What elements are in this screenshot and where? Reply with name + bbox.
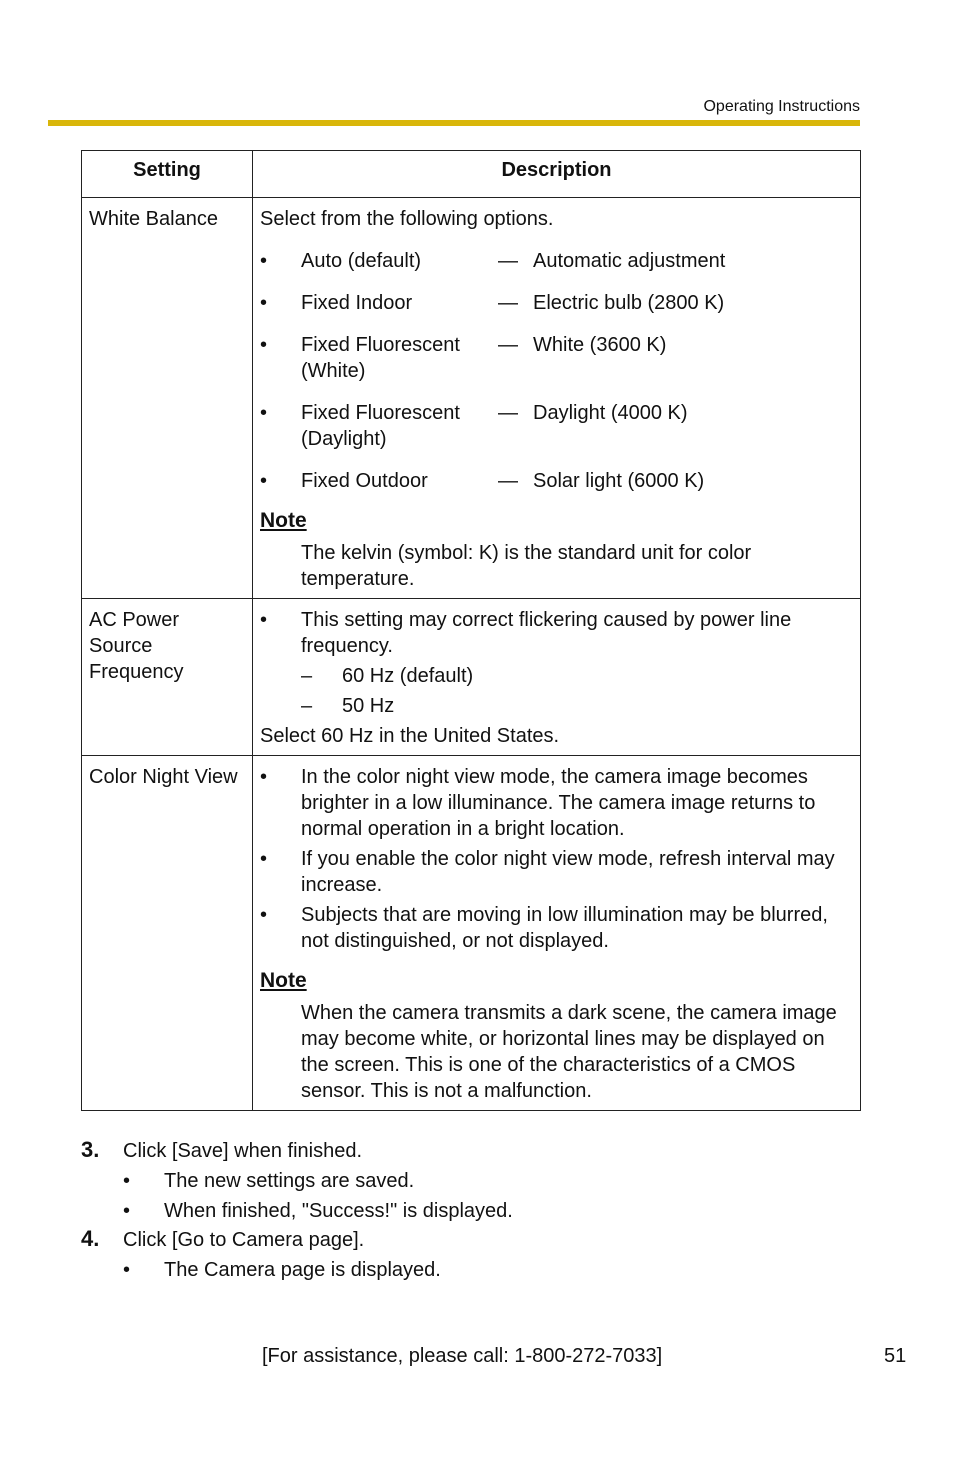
page-number: 51 [884,1345,907,1367]
note-heading: Note [260,509,307,532]
en-dash: – [301,665,313,687]
bullet: • [260,766,268,788]
option-item [260,400,853,452]
step [81,1226,513,1253]
bullet: • [260,904,268,926]
step-text: Click [Save] when finished. [123,1140,363,1162]
bullet-text: If you enable the color night view mode, refresh interval may increase. [301,848,835,896]
header-title: Operating Instructions [703,98,860,115]
header-rule [48,120,860,126]
bullet: • [260,402,268,424]
step-sub-text: The Camera page is displayed. [164,1259,441,1281]
step-sub-item [123,1168,513,1194]
footer-text: Select 60 Hz in the United States. [260,725,560,747]
setting-name: Color Night View [82,756,253,1111]
option-desc: Electric bulb (2800 K) [533,292,725,314]
dash-text: 50 Hz [342,695,395,717]
bullet: • [260,470,268,492]
step-sub-item [123,1257,513,1283]
bullet: • [260,250,268,272]
step-number: 3. [81,1137,100,1162]
em-dash: — [498,250,518,272]
em-dash: — [498,402,518,424]
step [81,1137,513,1164]
column-header-description: Description [253,151,861,198]
bullet-item [260,764,853,842]
option-desc: Daylight (4000 K) [533,402,688,424]
bullet-text: In the color night view mode, the camera image becomes brighter in a low illuminance. The camera image returns to normal operation in a bright location. [301,766,816,840]
option-name: Auto (default) [301,250,422,272]
assistance-text: [For assistance, please call: 1-800-272-7033] [262,1345,663,1367]
step-number: 4. [81,1226,100,1251]
option-item [260,290,853,316]
option-name: Fixed Fluorescent (Daylight) [301,402,460,450]
settings-table [81,150,861,1111]
option-desc: Solar light (6000 K) [533,470,705,492]
bullet: • [123,1170,131,1192]
table-header-row [82,151,861,198]
em-dash: — [498,334,518,356]
note-text: The kelvin (symbol: K) is the standard unit for color temperature. [301,542,752,590]
setting-name: AC Power Source Frequency [82,599,253,756]
bullet-item [260,846,853,898]
bullet-text: This setting may correct flickering caused by power line frequency. [301,609,792,657]
setting-description [253,756,861,1111]
bullet: • [123,1200,131,1222]
em-dash: — [498,470,518,492]
en-dash: – [301,695,313,717]
bullet-text: Subjects that are moving in low illumination may be blurred, not distinguished, or not displayed. [301,904,828,952]
bullet: • [260,292,268,314]
dash-item [301,693,853,719]
option-desc: Automatic adjustment [533,250,726,272]
bullet: • [260,848,268,870]
bullet: • [260,609,268,631]
dash-item [301,663,853,689]
steps-list [81,1137,513,1283]
step-text: Click [Go to Camera page]. [123,1229,365,1251]
option-item [260,248,853,274]
setting-name: White Balance [82,198,253,599]
note-text: When the camera transmits a dark scene, the camera image may become white, or horizontal lines may be displayed on the screen. This is one of the characteristics of a CMOS sensor. This is not a malfunction. [301,1002,837,1102]
table-row-ac-power [82,599,861,756]
setting-description [253,599,861,756]
bullet-item [260,902,853,954]
option-name: Fixed Fluorescent (White) [301,334,460,382]
setting-description [253,198,861,599]
column-header-setting: Setting [82,151,253,198]
bullet-item [260,607,853,659]
option-item [260,468,853,494]
table-row-color-night [82,756,861,1111]
table-row-white-balance [82,198,861,599]
note-heading: Note [260,969,307,992]
bullet: • [123,1259,131,1281]
option-name: Fixed Outdoor [301,470,428,492]
bullet: • [260,334,268,356]
dash-text: 60 Hz (default) [342,665,474,687]
step-sub-text: When finished, "Success!" is displayed. [164,1200,513,1222]
em-dash: — [498,292,518,314]
option-name: Fixed Indoor [301,292,413,314]
option-item [260,332,853,384]
intro-text: Select from the following options. [260,208,554,230]
step-sub-text: The new settings are saved. [164,1170,415,1192]
option-desc: White (3600 K) [533,334,667,356]
step-sub-item [123,1198,513,1224]
